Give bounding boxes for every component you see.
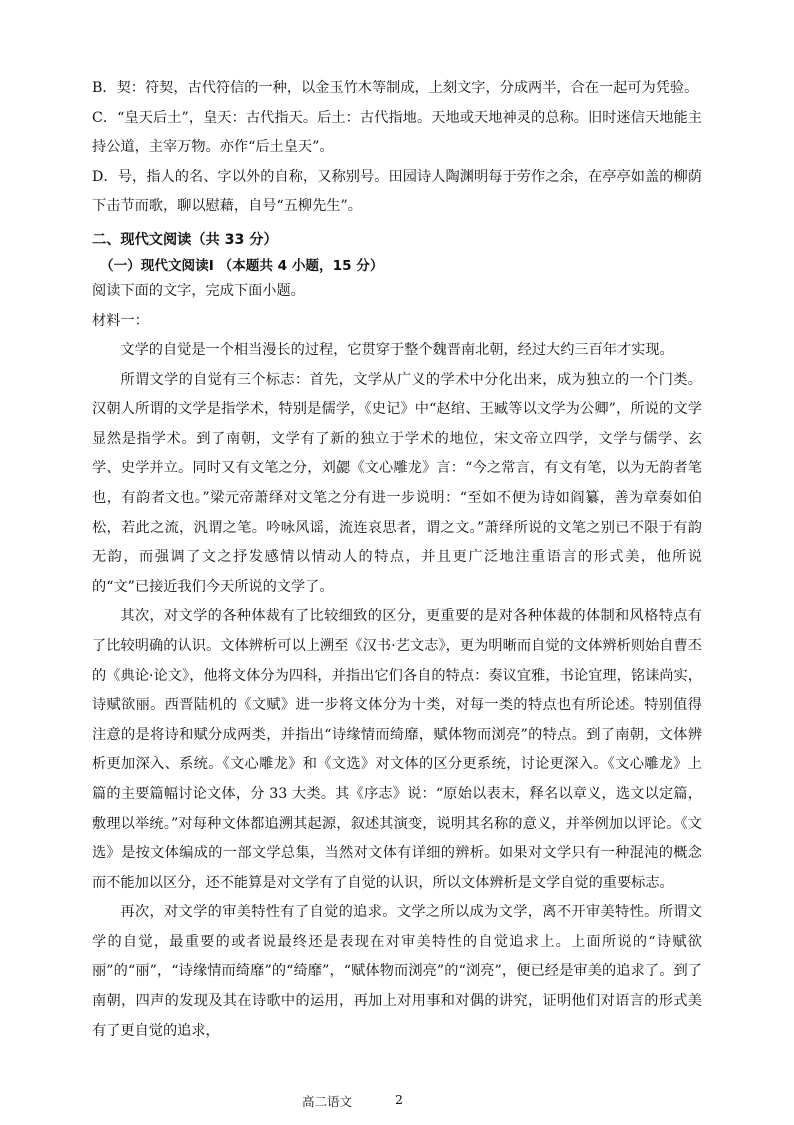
option-c: C．“皇天后土”，皇天：古代指天。后土：古代指地。天地或天地神灵的总称。旧时迷信天地能主持公道，主宰万物。亦作“后土皇天”。 bbox=[92, 109, 702, 155]
footer-subject: 高二语文 bbox=[302, 1094, 353, 1109]
paragraph-3: 其次，对文学的各种体裁有了比较细致的区分，更重要的是对各种体裁的体制和风格特点有了比较明确的认识。文体辨析可以上溯至《汉书·艺文志》，更为明晰而自觉的文体辨析则始自曹丕的《典论·论文》，他将文体分为四科，并指出它们各自的特点：奏议宜雅，书论宜理，铭诔尚实，诗赋欲丽。西晋陆机的《文赋》进一步将文体分为十类，对每一类的特点也有所论述。特别值得注意的是将诗和赋分成两类，并指出“诗缘情而绮靡，赋体物而浏亮”的特点。到了南朝，文体辨析更加深入、系统。《文心雕龙》和《文选》对文体的区分更系统，讨论更深入。《文心雕龙》上篇的主要篇幅讨论文体，分 33 大类。其《序志》说：“原始以表末，释名以章义，选文以定篇，敷理以举统。”对每种文体都追溯其起源，叙述其演变，说明其名称的意义，并举例加以评论。《文选》是按文体编成的一部文学总集，当然对文体有详细的辨析。如果对文学只有一种混沌的概念而不能加以区分，还不能算是对文学有了自觉的认识，所以文体辨析是文学自觉的重要标志。 bbox=[92, 608, 702, 891]
paragraph-2: 所谓文学的自觉有三个标志：首先，文学从广义的学术中分化出来，成为独立的一个门类。汉朝人所谓的文学是指学术，特别是儒学，《史记》中“赵绾、王臧等以文学为公卿”，所说的文学显然是指学术。到了南朝，文学有了新的独立于学术的地位，宋文帝立四学，文学与儒学、玄学、史学并立。同时又有文笔之分，刘勰《文心雕龙》言：“今之常言，有文有笔，以为无韵者笔也，有韵者文也。”梁元帝萧绎对文笔之分有进一步说明：“至如不便为诗如阎纂，善为章奏如伯松，若此之流，汎谓之笔。吟咏风谣，流连哀思者，谓之文。”萧绎所说的文笔之别已不限于有韵无韵，而强调了文之抒发感情以情动人的特点，并且更广泛地注重语言的形式美，他所说的“文”已接近我们今天所说的文学了。 bbox=[92, 371, 702, 595]
reading-instruction: 阅读下面的文字，完成下面小题。 bbox=[92, 283, 305, 299]
option-d: D．号，指人的名、字以外的自称，又称别号。田园诗人陶渊明每于劳作之余，在亭亭如盖的柳荫下击节而歌，聊以慰藉，自号“五柳先生”。 bbox=[92, 168, 702, 214]
material-label: 材料一： bbox=[92, 312, 149, 329]
footer-page-number: 2 bbox=[395, 1092, 403, 1107]
option-b: B．契：符契，古代符信的一种，以金玉竹木等制成，上刻文字，分成两半，合在一起可为凭验。 bbox=[92, 80, 699, 96]
section-title: 二、现代文阅读（共 33 分） bbox=[92, 231, 278, 248]
paragraph-1: 文学的自觉是一个相当漫长的过程，它贯穿于整个魏晋南北朝，经过大约三百年才实现。 bbox=[120, 342, 674, 358]
subsection-title: （一）现代文阅读Ⅰ （本题共 4 小题，15 分） bbox=[100, 258, 384, 274]
paragraph-4: 再次，对文学的审美特性有了自觉的追求。文学之所以成为文学，离不开审美特性。所谓文学的自觉，最重要的或者说最终还是表现在对审美特性的自觉追求上。上面所说的“诗赋欲丽”的“丽”，“诗缘情而绮靡”的“绮靡”，“赋体物而浏亮”的“浏亮”，便已经是审美的追求了。到了南朝，四声的发现及其在诗歌中的运用，再加上对用事和对偶的讲究，证明他们对语言的形式美有了更自觉的追求， bbox=[92, 904, 702, 1039]
document-page bbox=[92, 74, 702, 1046]
